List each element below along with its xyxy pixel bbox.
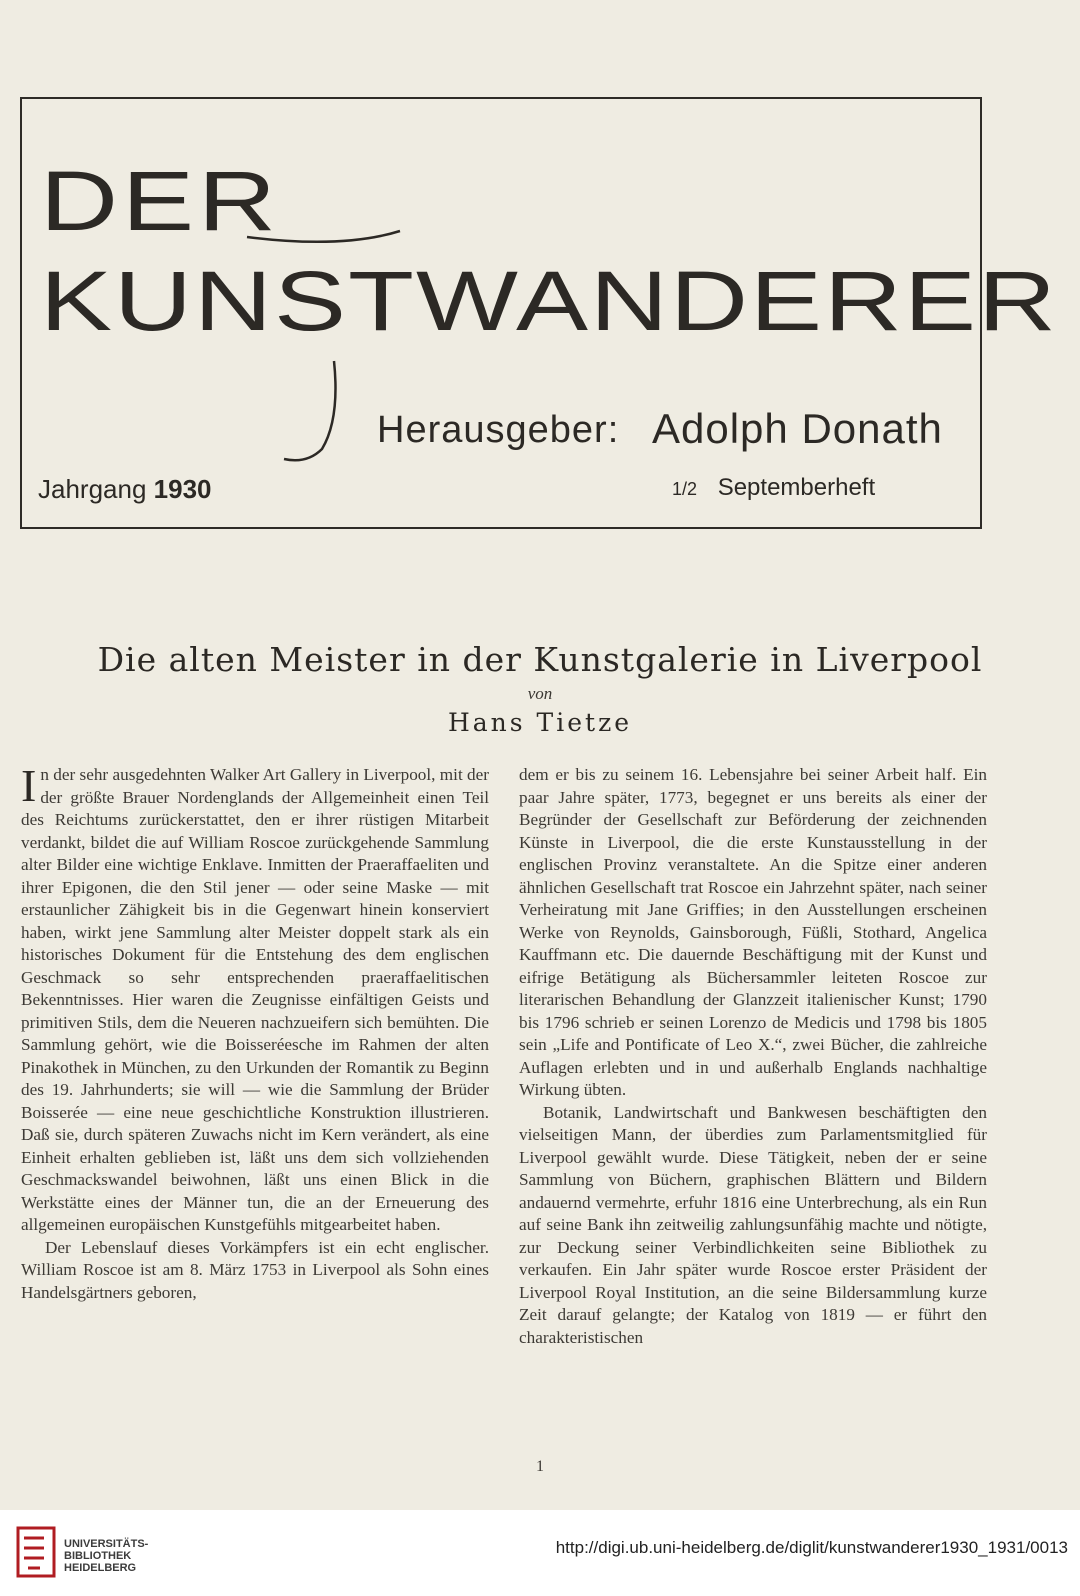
left-paragraph-1-text: n der sehr ausgedehnten Walker Art Gallery in Liverpool, mit der der größte Brauer Nordenglands der Allgemeinheit einen Teil des Reichtums zurückerstattet, den er ihrer rüstigen Mitarbeit verdankt, bildet die auf William Roscoe zurückgehende Sammlung alter Bilder eine wichtige Enklave. Inmitten der Praeraffaeliten und ihrer Epigonen, die den Stil jener — oder seine Maske — mit erstaunlicher Zähigkeit bis in die Gegenwart hinein konserviert haben, wirkt jene Sammlung alter Meister doppelt stark als ein historisches Dokument für die Entstehung des dem englischen Geschmack so sehr entsprechenden praeraffaelitischen Bekenntnisses. Hier waren die Zeugnisse einfältigen Geists und primitiven Stils, dem die Neueren nachzueifern sich bemühten. Die Sammlung gehört, wie die Boisseréesche im Rahmen der alten Pinakothek in München, zu den Urkunden der Romantik zu Beginn des 19. Jahrhunderts; sie will — wie die Sammlung der Brüder Boisserée — eine neue geschichtliche Konstruktion illustrieren. Daß sie, durch späteren Zuwachs nicht im Kern verändert, als eine Einheit erhalten geblieben ist, läßt uns dem sich vollziehenden Geschmackswandel beiwohnen, läßt uns einen Blick in die Werkstätte eines der Männer tun, die an der Erneuerung des allgemeinen europäischen Kunstgefühls mitgearbeitet haben. bbox=[21, 765, 489, 1234]
source-url-link[interactable]: http://digi.ub.uni-heidelberg.de/diglit/kunstwanderer1930_1931/0013 bbox=[555, 1538, 1068, 1557]
library-name-line3: HEIDELBERG bbox=[64, 1562, 137, 1574]
issue-number: 1/2 bbox=[672, 479, 698, 499]
masthead-title-line2: KUNSTWANDERER bbox=[40, 253, 1059, 348]
right-paragraph-1: dem er bis zu seinem 16. Lebensjahre bei seiner Arbeit half. Ein paar Jahre später, 1773, begegnet er uns bereits als einer der Begründer der Gesellschaft zur Beförderung der zeichnenden Künste in Liverpool, die die erste Kunstausstellung in der englischen Provinz veranstaltete. An die Spitze einer anderen ähnlichen Gesellschaft trat Roscoe ein Jahrzehnt später, nach seiner Verheiratung mit Jane Griffies; in den Ausstellungen erscheinen Werke von Reynolds, Gainsborough, Füßli, Stothard, Angelica Kauffmann etc. Die dauernde Beschäftigung mit der Kunst und eifrige Betätigung als Büchersammler leiteten Roscoe zur literarischen Behandlung der Glanzzeit italienischer Kunst; 1790 bis 1796 schrieb er seinen Lorenzo de Medicis und 1798 bis 1805 sein „Life and Pontificate of Leo X.“, zwei Bücher, die zahlreiche Auflagen erlebten und in und außerhalb Englands nachhaltige Wirkung übten. bbox=[519, 765, 987, 1099]
right-paragraph-2: Botanik, Landwirtschaft und Bankwesen beschäftigten den vielseitigen Mann, der überdies zum Parlamentsmitglied für Liverpool gewählt wurde. Diese Tätigkeit, neben der er seine Sammlung von Büchern, graphischen Blättern und Bildern andauernd vermehrte, erfuhr 1816 eine Unterbrechung, als ein Run auf seine Bank ihn zeitweilig zahlungsunfähig machte und nötigte, zur Deckung seiner Verbindlichkeiten seine Bibliothek zu verkaufen. Ein Jahr später wurde Roscoe erster Präsident der Liverpool Royal Institution, an die seine Bildersammlung kurze Zeit darauf gelangte; der Katalog von 1819 — er führt den charakteristischen bbox=[519, 1102, 987, 1347]
page-number: 1 bbox=[536, 1458, 544, 1475]
left-paragraph-2: Der Lebenslauf dieses Vorkämpfers ist ein echt englischer. William Roscoe ist am 8. März 1753 in Liverpool als Sohn eines Handelsgärtners geboren, bbox=[21, 1237, 489, 1302]
jahrgang bbox=[38, 474, 212, 505]
library-name bbox=[64, 1538, 148, 1574]
jahrgang-label: Jahrgang bbox=[38, 474, 147, 504]
university-library-logo-icon bbox=[14, 1524, 58, 1580]
editor-name: Adolph Donath bbox=[652, 405, 943, 452]
drop-cap: I bbox=[21, 760, 37, 811]
footer-bar bbox=[0, 1510, 1080, 1596]
library-name-line1: UNIVERSITÄTS- bbox=[64, 1538, 149, 1550]
left-column bbox=[21, 760, 489, 1304]
byline-von: von bbox=[527, 684, 553, 703]
masthead-box bbox=[20, 97, 1059, 529]
right-column bbox=[519, 764, 987, 1349]
byline-author: Hans Tietze bbox=[447, 708, 633, 737]
jahrgang-year: 1930 bbox=[153, 474, 212, 504]
herausgeber-label: Herausgeber: bbox=[377, 409, 620, 451]
masthead-title-line1: DER bbox=[40, 153, 281, 248]
left-paragraph-1 bbox=[21, 760, 489, 1237]
library-name-line2: BIBLIOTHEK bbox=[64, 1550, 132, 1562]
issue-name: Septemberheft bbox=[717, 474, 876, 501]
article-title: Die alten Meister in der Kunstgalerie in Liverpool bbox=[97, 640, 983, 679]
issue-info bbox=[672, 474, 875, 502]
